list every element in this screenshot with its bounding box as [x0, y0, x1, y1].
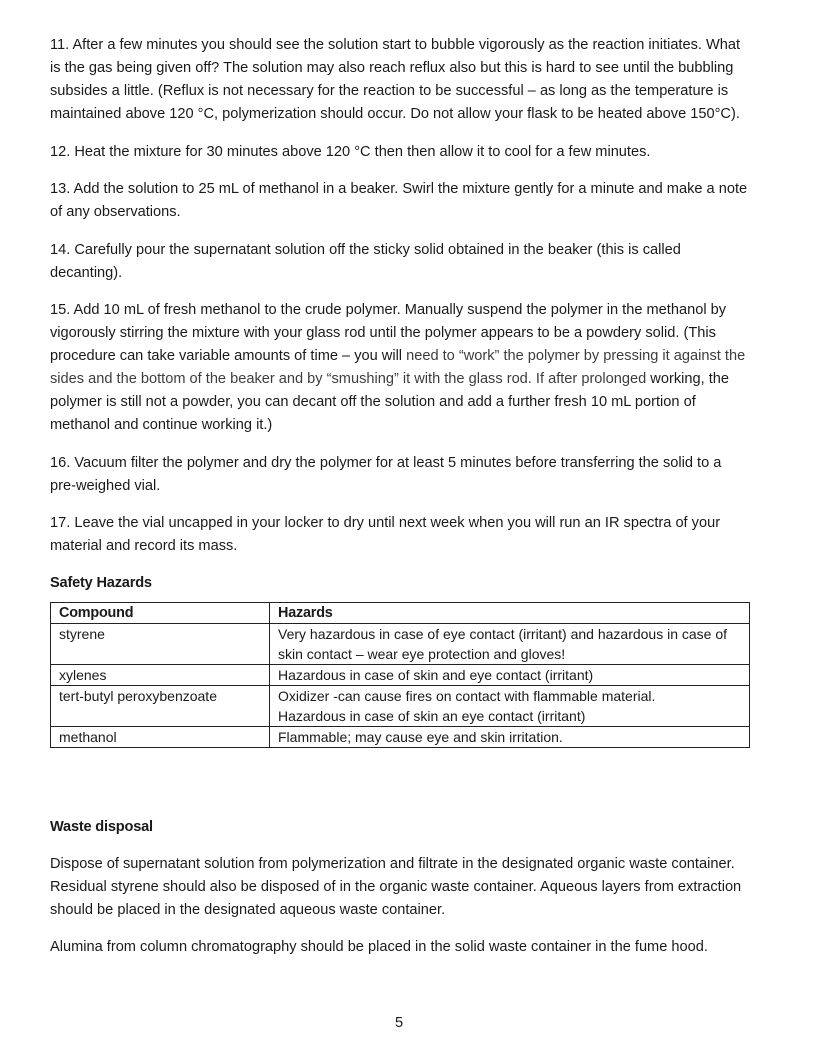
column-header-compound: Compound [51, 602, 270, 623]
hazards-cell: Hazardous in case of skin and eye contact (irritant) [270, 664, 750, 685]
table-row [51, 726, 750, 747]
compound-cell: xylenes [51, 664, 270, 685]
step-14: 14. Carefully pour the supernatant solution off the sticky solid obtained in the beaker (this is called decanting). [50, 241, 681, 281]
table-row [51, 706, 750, 727]
waste-paragraph-2: Alumina from column chromatography should be placed in the solid waste container in the fume hood. [50, 939, 708, 955]
waste-paragraph-1: Dispose of supernatant solution from polymerization and filtrate in the designated organic waste container. Residual styrene should also be disposed of in the organic waste container. Aqueous layers from extraction should be placed in the designated aqueous waste container. [50, 855, 742, 918]
compound-cell: tert-butyl peroxybenzoate [51, 685, 270, 706]
step-15-part-a: 15. Add 10 mL of fresh methanol to the crude polymer. Manually suspend the polymer in the methanol by vigorously stirring the mixture with your glass rod until the polymer appears to be a powdery solid. (This procedure can take variable amounts of time – you will [50, 302, 727, 364]
step-16: 16. Vacuum filter the polymer and dry the polymer for at least 5 minutes before transferring the solid to a pre-weighed vial. [50, 454, 722, 494]
hazards-cell: Flammable; may cause eye and skin irritation. [270, 726, 750, 747]
waste-disposal-heading: Waste disposal [50, 818, 153, 835]
table-row [51, 664, 750, 685]
hazards-cell: Oxidizer -can cause fires on contact with flammable material. [270, 685, 750, 706]
compound-cell: methanol [51, 726, 270, 747]
step-15 [50, 299, 750, 437]
step-13: 13. Add the solution to 25 mL of methanol in a beaker. Swirl the mixture gently for a minute and make a note of any observations. [50, 181, 748, 220]
table-row [51, 623, 750, 664]
page-number: 5 [394, 1015, 404, 1031]
column-header-hazards: Hazards [270, 602, 750, 623]
step-11: 11. After a few minutes you should see the solution start to bubble vigorously as the reaction initiates. What is the gas being given off? The solution may also reach reflux also but this is hard to see until the bubbling subsides a little. (Reflux is not necessary for the reaction to be successful – as long as the temperature is maintained above 120 °C, polymerization should occur. Do not allow your flask to be heated above 150°C). [50, 37, 741, 122]
hazards-cell: Hazardous in case of skin an eye contact (irritant) [270, 706, 750, 727]
safety-hazards-heading: Safety Hazards [50, 574, 152, 591]
step-12: 12. Heat the mixture for 30 minutes above 120 °C then then allow it to cool for a few minutes. [50, 143, 651, 160]
step-15-part-b: need to “work” the polymer by pressing it against the sides and the bottom of the beaker and by “smushing” it with the glass rod. If after prolonged [50, 348, 746, 387]
table-header-row [51, 602, 750, 623]
compound-cell: styrene [51, 623, 270, 664]
table-row [51, 685, 750, 706]
hazards-cell: Very hazardous in case of eye contact (irritant) and hazardous in case of skin contact – wear eye protection and gloves! [270, 623, 750, 664]
safety-hazards-table [50, 602, 750, 748]
step-15-part-c: working, the polymer is still not a powder, you can decant off the solution and add a further fresh 10 mL portion of methanol and continue working it.) [50, 371, 729, 433]
document-page [50, 34, 750, 974]
compound-cell [51, 706, 270, 727]
step-17: 17. Leave the vial uncapped in your locker to dry until next week when you will run an IR spectra of your material and record its mass. [50, 515, 721, 554]
